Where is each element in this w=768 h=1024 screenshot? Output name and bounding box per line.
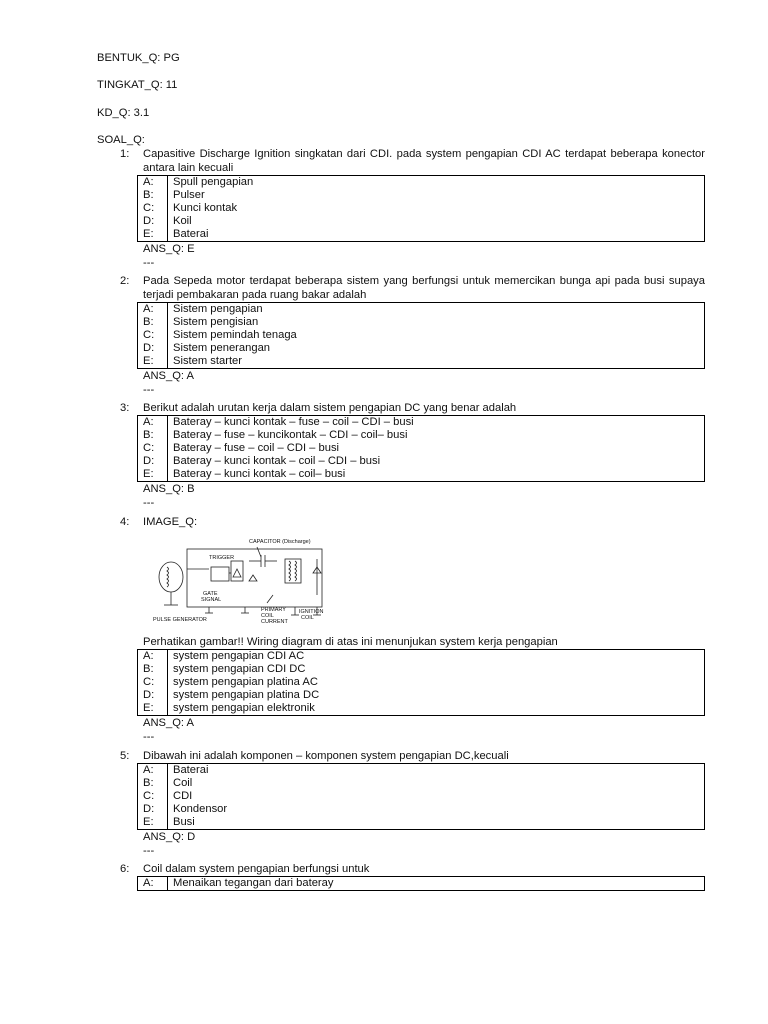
- option-text: Coil: [173, 777, 193, 789]
- option-letter: D:: [138, 342, 168, 355]
- option-letter: E:: [138, 228, 168, 242]
- question-2: [120, 274, 705, 397]
- answer-line: ANS_Q: B: [143, 483, 195, 495]
- option-row: [138, 468, 705, 482]
- option-text: system pengapian CDI DC: [173, 663, 306, 675]
- option-letter: B:: [138, 429, 168, 442]
- option-text: Sistem pengapian: [173, 303, 263, 315]
- option-letter: C:: [138, 790, 168, 803]
- option-letter: D:: [138, 215, 168, 228]
- option-letter: D:: [138, 455, 168, 468]
- label-ignition: IGNITION: [299, 609, 324, 615]
- question-number: 2:: [120, 275, 130, 287]
- label-coil: COIL: [261, 613, 274, 619]
- tingkat-line: TINGKAT_Q: 11: [97, 79, 178, 91]
- question-2-header: [120, 274, 705, 302]
- option-letter: B:: [138, 777, 168, 790]
- option-row: [138, 650, 705, 664]
- option-row: [138, 764, 705, 778]
- question-4-text-row: [120, 635, 705, 649]
- option-text: Bateray – fuse – coil – CDI – busi: [173, 442, 340, 454]
- question-3: [120, 401, 705, 510]
- answer-line: ANS_Q: A: [143, 370, 194, 382]
- option-letter: C:: [138, 676, 168, 689]
- option-text: Bateray – kunci kontak – fuse – coil – CDI – busi: [173, 416, 414, 428]
- option-row: [138, 790, 705, 803]
- option-text: Baterai: [173, 228, 209, 240]
- option-text: CDI: [173, 790, 193, 802]
- option-letter: A:: [138, 764, 168, 778]
- option-text: Bateray – kunci kontak – coil – CDI – busi: [173, 455, 381, 467]
- separator: ---: [143, 731, 155, 743]
- option-row: [138, 455, 705, 468]
- answer-line: ANS_Q: E: [143, 243, 195, 255]
- option-text: Spull pengapian: [173, 176, 254, 188]
- option-letter: D:: [138, 803, 168, 816]
- option-text: system pengapian CDI AC: [173, 650, 305, 662]
- option-row: [138, 689, 705, 702]
- image-label: IMAGE_Q:: [143, 516, 198, 528]
- question-text: Pada Sepeda motor terdapat beberapa sistem yang berfungsi untuk memercikan bunga api pada busi supaya terjadi pembakaran pada ruang bakar adalah: [143, 275, 705, 301]
- label-capacitor: CAPACITOR (Discharge): [249, 539, 311, 545]
- label-primary: PRIMARY: [261, 607, 286, 613]
- option-letter: D:: [138, 689, 168, 702]
- option-row: [138, 316, 705, 329]
- option-row: [138, 342, 705, 355]
- option-row: [138, 702, 705, 716]
- question-text: Capasitive Discharge Ignition singkatan dari CDI. pada system pengapian CDI AC terdapat beberapa konector antara lain kecuali: [143, 148, 705, 174]
- option-letter: B:: [138, 663, 168, 676]
- option-row: [138, 215, 705, 228]
- separator: ---: [143, 497, 155, 509]
- option-letter: A:: [138, 650, 168, 664]
- question-5-header: [120, 749, 705, 763]
- question-text: Dibawah ini adalah komponen – komponen system pengapian DC,kecuali: [143, 750, 509, 762]
- question-number: 3:: [120, 402, 130, 414]
- separator: ---: [143, 384, 155, 396]
- question-1-header: [120, 147, 705, 175]
- option-text: Sistem penerangan: [173, 342, 271, 354]
- option-row: [138, 663, 705, 676]
- separator: ---: [143, 257, 155, 269]
- option-letter: E:: [138, 702, 168, 716]
- option-row: [138, 202, 705, 215]
- option-row: [138, 676, 705, 689]
- option-text: Menaikan tegangan dari bateray: [173, 877, 334, 889]
- option-row: [138, 329, 705, 342]
- question-number: 1:: [120, 148, 130, 160]
- answer-line: ANS_Q: A: [143, 717, 194, 729]
- label-pulse-generator: PULSE GENERATOR: [153, 617, 207, 623]
- question-text: Berikut adalah urutan kerja dalam sistem pengapian DC yang benar adalah: [143, 402, 517, 414]
- soal-line: SOAL_Q:: [97, 134, 145, 146]
- option-letter: A:: [138, 176, 168, 190]
- options-table: [137, 763, 705, 830]
- option-letter: C:: [138, 202, 168, 215]
- option-text: Baterai: [173, 764, 209, 776]
- options-table: [137, 302, 705, 369]
- option-text: Kondensor: [173, 803, 228, 815]
- question-number: 5:: [120, 750, 130, 762]
- option-row: [138, 816, 705, 830]
- option-row: [138, 803, 705, 816]
- option-text: system pengapian platina AC: [173, 676, 318, 688]
- separator: ---: [143, 845, 155, 857]
- option-row: [138, 228, 705, 242]
- option-text: Sistem starter: [173, 355, 243, 367]
- options-table: [137, 415, 705, 482]
- question-5: [120, 749, 705, 858]
- option-row: [138, 355, 705, 369]
- option-letter: C:: [138, 329, 168, 342]
- question-text: Coil dalam system pengapian berfungsi untuk: [143, 863, 370, 875]
- label-signal: SIGNAL: [201, 597, 222, 603]
- option-text: Pulser: [173, 189, 205, 201]
- label-current: CURRENT: [261, 619, 288, 625]
- option-letter: B:: [138, 189, 168, 202]
- option-row: [138, 877, 705, 891]
- option-letter: C:: [138, 442, 168, 455]
- answer-line: ANS_Q: D: [143, 831, 196, 843]
- option-text: system pengapian platina DC: [173, 689, 320, 701]
- option-text: Koil: [173, 215, 192, 227]
- option-letter: E:: [138, 816, 168, 830]
- label-ignition-coil: COIL: [301, 615, 314, 621]
- option-text: Sistem pemindah tenaga: [173, 329, 297, 341]
- kd-line: KD_Q: 3.1: [97, 107, 150, 119]
- option-text: Busi: [173, 816, 195, 828]
- question-4: [120, 515, 705, 744]
- option-letter: B:: [138, 316, 168, 329]
- option-row: [138, 189, 705, 202]
- option-row: [138, 416, 705, 430]
- option-row: [138, 777, 705, 790]
- question-4-header: [120, 515, 705, 529]
- option-text: Sistem pengisian: [173, 316, 259, 328]
- option-text: Bateray – fuse – kuncikontak – CDI – coil– busi: [173, 429, 408, 441]
- question-number: 6:: [120, 863, 130, 875]
- question-number: 4:: [120, 516, 130, 528]
- question-3-header: [120, 401, 705, 415]
- option-letter: A:: [138, 416, 168, 430]
- option-letter: E:: [138, 468, 168, 482]
- option-row: [138, 303, 705, 317]
- option-text: Bateray – kunci kontak – coil– busi: [173, 468, 346, 480]
- option-letter: E:: [138, 355, 168, 369]
- label-trigger: TRIGGER: [209, 555, 235, 561]
- question-6: [120, 862, 705, 891]
- option-letter: A:: [138, 877, 168, 891]
- cdi-wiring-diagram: [149, 533, 339, 633]
- bentuk-line: BENTUK_Q: PG: [97, 52, 180, 64]
- option-row: [138, 176, 705, 190]
- options-table: [137, 649, 705, 716]
- question-text: Perhatikan gambar!! Wiring diagram di atas ini menunjukan system kerja pengapian: [143, 636, 558, 648]
- options-table: [137, 876, 705, 891]
- label-gate: GATE: [203, 591, 218, 597]
- option-text: Kunci kontak: [173, 202, 238, 214]
- option-text: system pengapian elektronik: [173, 702, 315, 714]
- option-letter: A:: [138, 303, 168, 317]
- question-6-header: [120, 862, 705, 876]
- option-row: [138, 442, 705, 455]
- options-table: [137, 175, 705, 242]
- question-1: [120, 147, 705, 270]
- option-row: [138, 429, 705, 442]
